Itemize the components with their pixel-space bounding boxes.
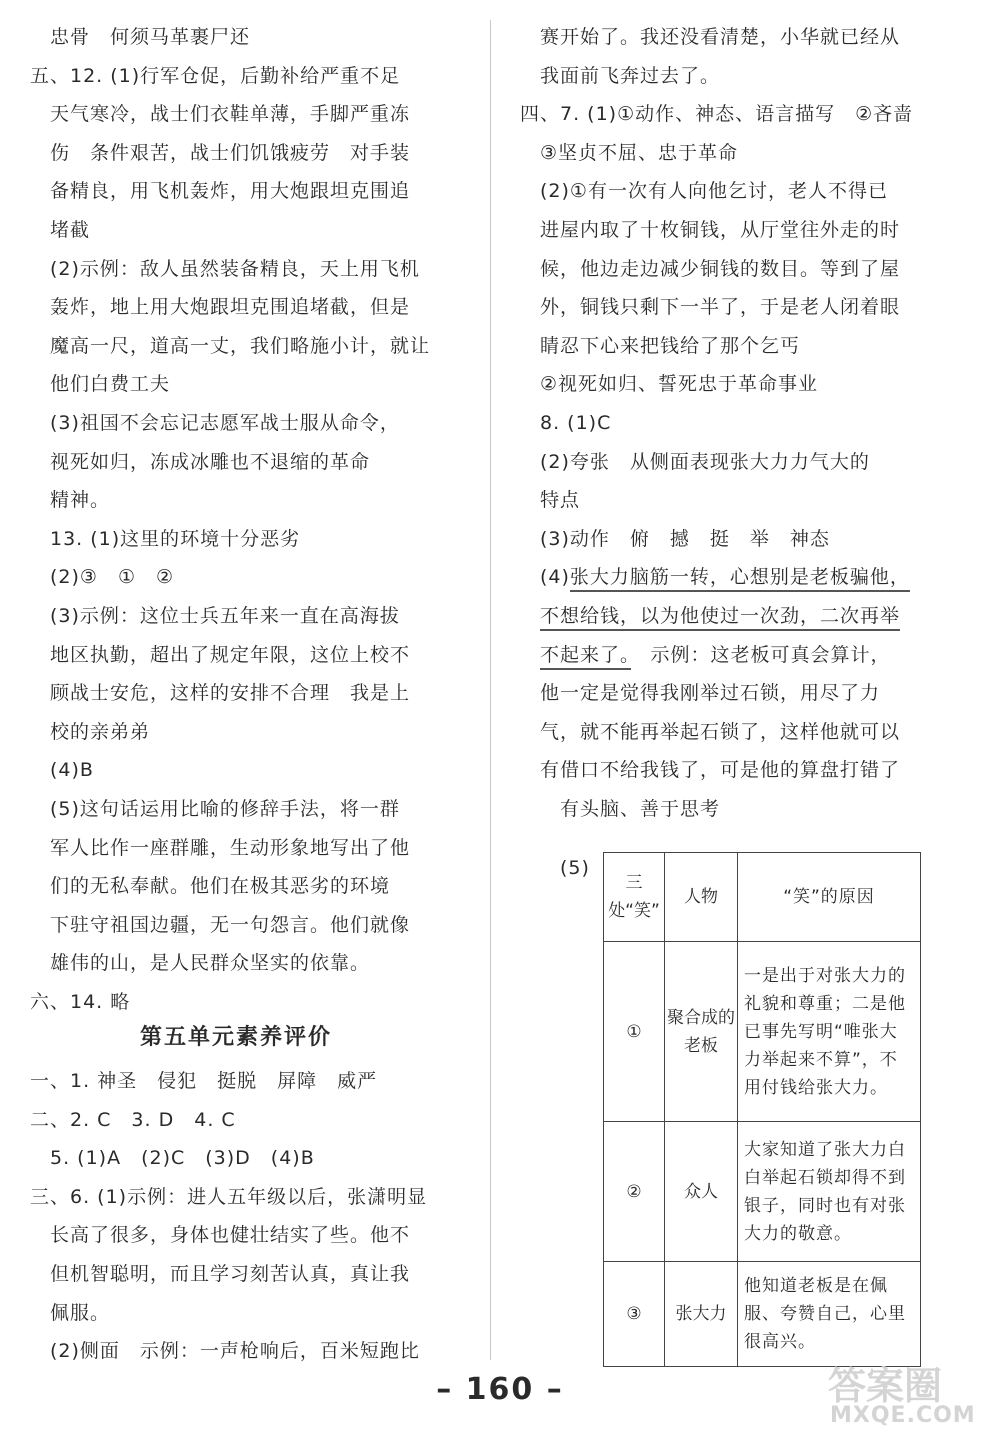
- text-line: [30, 873, 390, 899]
- q4-indent: [520, 605, 540, 627]
- text-line: [30, 371, 170, 397]
- text-line-content: 睛忍下心来把钱给了那个乞丐: [520, 334, 801, 357]
- answer-table: [603, 852, 921, 1367]
- text-line: [520, 24, 900, 50]
- text-line-content: 伤 条件艰苦，战士们饥饿疲劳 对手装: [30, 141, 411, 164]
- text-line-content: 13. (1)这里的环境十分恶劣: [30, 527, 301, 550]
- text-line-content: 进屋内取了十枚铜钱，从厅堂往外走的时: [520, 219, 901, 241]
- column-divider: [490, 20, 491, 1360]
- table-cell-num: ③: [604, 1262, 665, 1367]
- table-header-person: 人物: [665, 853, 738, 942]
- text-line: [520, 526, 830, 552]
- text-line: [520, 140, 738, 166]
- q4-example: 示例：这老板可真会算计，: [630, 643, 891, 666]
- text-line: [30, 603, 400, 629]
- q4-indent: [520, 644, 540, 666]
- text-line-content: 他一定是觉得我刚举过石锁，用尽了力: [520, 682, 881, 705]
- text-line-content: 他们白费工夫: [30, 373, 171, 396]
- text-line-content: 视死如归，冻成冰雕也不退缩的革命: [30, 450, 371, 473]
- text-line: [30, 526, 300, 552]
- text-line-content: 们的无私奉献。他们在极其恶劣的环境: [30, 875, 391, 898]
- text-line: [30, 63, 400, 89]
- text-line-content: (3)动作 俯 撼 挺 举 神态: [520, 527, 830, 550]
- q4-line: [520, 642, 891, 668]
- text-line: [520, 757, 900, 783]
- text-line-content: 有借口不给我钱了，可是他的算盘打错了: [520, 759, 901, 782]
- text-line-content: 校的亲弟弟: [30, 720, 151, 743]
- table-cell-num: ①: [604, 942, 665, 1122]
- text-line-content: 四、7. (1)①动作、神态、语言描写 ②吝啬: [520, 103, 914, 126]
- text-line: [30, 564, 174, 590]
- text-line: [30, 217, 90, 243]
- text-line: [30, 24, 250, 50]
- text-line: [30, 178, 410, 204]
- table-cell-person: 聚合成的老板: [665, 942, 738, 1122]
- text-line: [30, 912, 410, 938]
- text-line-content: 忠骨 何须马革裹尸还: [30, 26, 251, 48]
- text-line: [30, 333, 430, 359]
- text-line-content: 备精良，用飞机轰炸，用大炮跟坦克围追: [30, 180, 411, 203]
- text-line-content: 赛开始了。我还没看清楚，小华就已经从: [520, 26, 901, 48]
- text-line-content: 一、1. 神圣 侵犯 挺脱 屏障 威严: [30, 1070, 378, 1092]
- text-line: [30, 140, 410, 166]
- table-header-row: [604, 853, 921, 942]
- text-line: [30, 757, 94, 783]
- text-line-content: 堵截: [30, 219, 91, 241]
- table-cell-reason: 他知道老板是在佩服、夸赞自己，心里很高兴。: [738, 1262, 921, 1367]
- q5-label: [560, 855, 590, 881]
- text-line-content: 地区执勤，超出了规定年限，这位上校不: [30, 643, 411, 666]
- text-line-content: 长高了很多，身体也健壮结实了些。他不: [30, 1224, 411, 1247]
- text-line: [30, 1184, 427, 1210]
- text-line-content: 雄伟的山，是人民群众坚实的依靠。: [30, 952, 371, 975]
- text-line: [30, 410, 400, 436]
- q4-underlined: 不起来了。: [540, 644, 631, 670]
- text-line-content: 二、2. C 3. D 4. C: [30, 1108, 236, 1131]
- text-line: [520, 449, 870, 475]
- text-line-content: (2)③ ① ②: [30, 566, 175, 589]
- table-header-smile: 三处“笑”: [604, 853, 665, 942]
- text-line-content: (4)B: [30, 759, 94, 782]
- text-line-content: (3)祖国不会忘记志愿军战士服从命令，: [30, 412, 400, 434]
- text-line: [30, 256, 420, 282]
- text-line: [30, 1145, 315, 1171]
- text-line: [30, 950, 370, 976]
- text-line-content: 5. (1)A (2)C (3)D (4)B: [30, 1147, 315, 1170]
- text-line-content: 精神。: [30, 489, 111, 512]
- text-line-content: 候，他边走边减少铜钱的数目。等到了屋: [520, 257, 901, 280]
- watermark-top-text: 答案圈: [828, 1364, 943, 1408]
- q4-underlined: 不想给钱，以为他使过一次劲，二次再举: [540, 605, 900, 631]
- table-row: [604, 1122, 921, 1262]
- text-line-content: 气，就不能再举起石锁了，这样他就可以: [520, 720, 901, 743]
- q4-underlined: 张大力脑筋一转，心想别是老板骗他，: [570, 566, 910, 592]
- text-line: [30, 680, 410, 706]
- text-line-content: (2)①有一次有人向他乞讨，老人不得已: [520, 180, 888, 203]
- text-line-content: 魔高一尺，道高一丈，我们略施小计，就让: [30, 334, 431, 357]
- text-line: [30, 487, 110, 513]
- text-line: [520, 101, 913, 127]
- table-cell-reason: 大家知道了张大力白白举起石锁却得不到银子，同时也有对张大力的敬意。: [738, 1122, 921, 1262]
- text-line: [30, 1261, 410, 1287]
- text-line-content: 但机智聪明，而且学习刻苦认真，真让我: [30, 1263, 411, 1285]
- text-line-content: (2)示例：敌人虽然装备精良，天上用飞机: [30, 257, 420, 280]
- text-line-content: ②视死如归、誓死忠于革命事业: [520, 373, 819, 396]
- text-line: [30, 642, 410, 668]
- text-line: [30, 796, 400, 822]
- text-line: [30, 449, 370, 475]
- text-line: [30, 294, 410, 320]
- watermark-bottom-text: MXQE.COM: [830, 1403, 976, 1428]
- text-line: [520, 217, 900, 243]
- text-line: [520, 333, 800, 359]
- table-cell-num: ②: [604, 1122, 665, 1262]
- section-title: [140, 1025, 332, 1051]
- text-line-content: 下驻守祖国边疆，无一句怨言。他们就像: [30, 913, 411, 936]
- text-line-content: (5)这句话运用比喻的修辞手法，将一群: [30, 798, 400, 820]
- text-line-content: 我面前飞奔过去了。: [520, 64, 721, 87]
- text-line: [520, 294, 900, 320]
- text-line: [520, 178, 888, 204]
- text-line-content: 顾战士安危，这样的安排不合理 我是上: [30, 682, 411, 705]
- text-line: [30, 101, 410, 127]
- text-line-content: 军人比作一座群雕，生动形象地写出了他: [30, 836, 411, 859]
- text-line-content: 三、6. (1)示例：进人五年级以后，张潇明显: [30, 1185, 428, 1208]
- q4-line: [520, 603, 900, 629]
- text-line-content: 8. (1)C: [520, 412, 612, 434]
- text-line: [30, 1068, 377, 1094]
- table-cell-person: 众人: [665, 1122, 738, 1262]
- text-line: [520, 371, 818, 397]
- text-line: [30, 1107, 236, 1133]
- q4-line: [520, 564, 910, 590]
- text-line-content: ③坚贞不屈、忠于革命: [520, 141, 739, 164]
- text-line-content: (3)示例：这位士兵五年来一直在高海拔: [30, 605, 400, 627]
- text-line-content: (5): [560, 857, 590, 879]
- text-line-content: 六、14. 略: [30, 991, 131, 1013]
- text-line-content: (2)夸张 从侧面表现张大力力气大的: [520, 450, 870, 473]
- text-line-content: 天气寒冷，战士们衣鞋单薄，手脚严重冻: [30, 103, 411, 126]
- text-line: [30, 989, 130, 1015]
- text-line: [30, 1338, 420, 1364]
- table-row: [604, 942, 921, 1122]
- text-line: [520, 680, 880, 706]
- q4-prefix: (4): [520, 566, 570, 589]
- text-line-content: 特点: [520, 489, 581, 512]
- text-line: [520, 487, 580, 513]
- table-row: [604, 1262, 921, 1367]
- text-line: [520, 796, 720, 822]
- text-line-content: 有头脑、善于思考: [520, 798, 721, 820]
- text-line: [30, 835, 410, 861]
- text-line: [30, 1222, 410, 1248]
- text-line-content: 佩服。: [30, 1301, 111, 1324]
- table-header-reason: “笑”的原因: [738, 853, 921, 942]
- text-line: [30, 1300, 110, 1326]
- table-cell-reason: 一是出于对张大力的礼貌和尊重；二是他已事先写明“唯张大力举起来不算”，不用付钱给张大力。: [738, 942, 921, 1122]
- text-line-content: 第五单元素养评价: [140, 1025, 333, 1050]
- text-line-content: 轰炸，地上用大炮跟坦克围追堵截，但是: [30, 296, 411, 319]
- table-cell-person: 张大力: [665, 1262, 738, 1367]
- watermark-logo: [820, 1355, 990, 1435]
- text-line-content: 外，铜钱只剩下一半了，于是老人闭着眼: [520, 296, 901, 319]
- text-line: [520, 63, 720, 89]
- text-line: [30, 719, 150, 745]
- text-line: [520, 719, 900, 745]
- page-number: – 160 –: [436, 1372, 564, 1407]
- text-line: [520, 256, 900, 282]
- text-line-content: 五、12. (1)行军仓促，后勤补给严重不足: [30, 64, 401, 87]
- text-line-content: (2)侧面 示例：一声枪响后，百米短跑比: [30, 1340, 420, 1363]
- text-line: [520, 410, 611, 436]
